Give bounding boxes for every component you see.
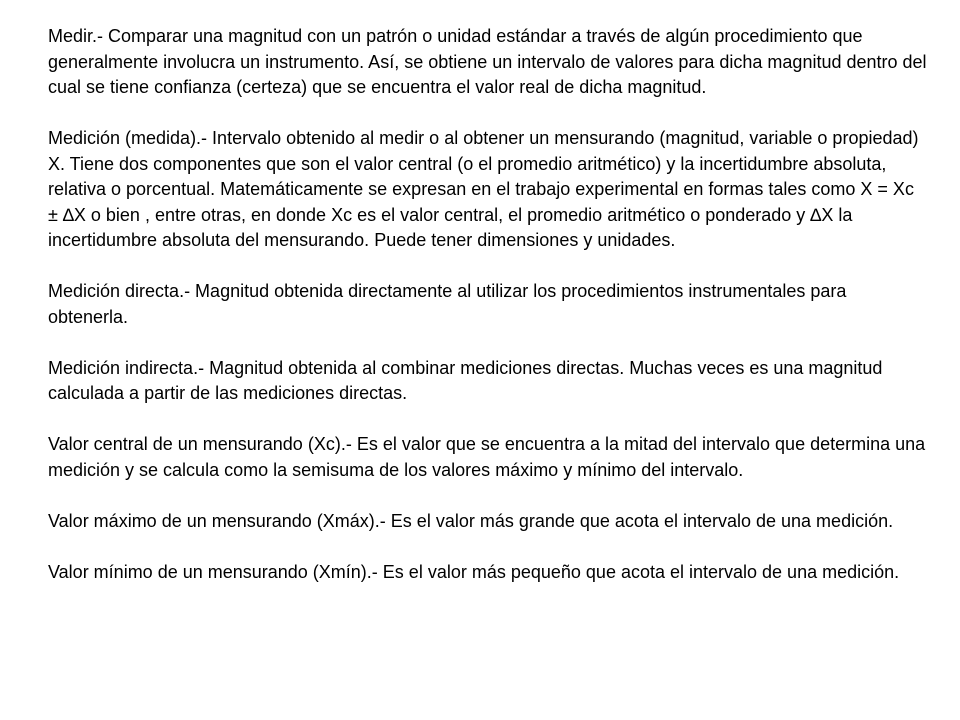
definition-medicion-indirecta: Medición indirecta.- Magnitud obtenida al combinar mediciones directas. Muchas veces es una magnitud calculada a partir de las mediciones directas. bbox=[48, 357, 883, 403]
definition-medicion: Medición (medida).- Intervalo obtenido al medir o al obtener un mensurando (magnitud, variable o propiedad) X. Tiene dos componentes que son el valor central (o el promedio aritmético) y la incertidumbre absoluta, relativa o porcentual. Matemáticamente se expresan en el trabajo experimental en formas tales como X = Xc ± ∆X o bien , entre otras, en donde Xc es el valor central, el promedio aritmético o ponderado y ∆X la incertidumbre absoluta del mensurando. Puede tener dimensiones y unidades. bbox=[48, 128, 919, 250]
definition-valor-maximo: Valor máximo de un mensurando (Xmáx).- Es el valor más grande que acota el intervalo de una medición. bbox=[48, 510, 894, 531]
definition-valor-central: Valor central de un mensurando (Xc).- Es el valor que se encuentra a la mitad del intervalo que determina una medición y se calcula como la semisuma de los valores máximo y mínimo del intervalo. bbox=[48, 434, 926, 480]
definition-medir: Medir.- Comparar una magnitud con un patrón o unidad estándar a través de algún procedimiento que generalmente involucra un instrumento. Así, se obtiene un intervalo de valores para dicha magnitud dentro del cual se tiene confianza (certeza) que se encuentra el valor real de dicha magnitud. bbox=[48, 26, 927, 97]
document-body bbox=[48, 24, 928, 611]
definition-medicion-directa: Medición directa.- Magnitud obtenida directamente al utilizar los procedimientos instrumentales para obtenerla. bbox=[48, 281, 847, 327]
definition-valor-minimo: Valor mínimo de un mensurando (Xmín).- Es el valor más pequeño que acota el intervalo de una medición. bbox=[48, 561, 900, 582]
